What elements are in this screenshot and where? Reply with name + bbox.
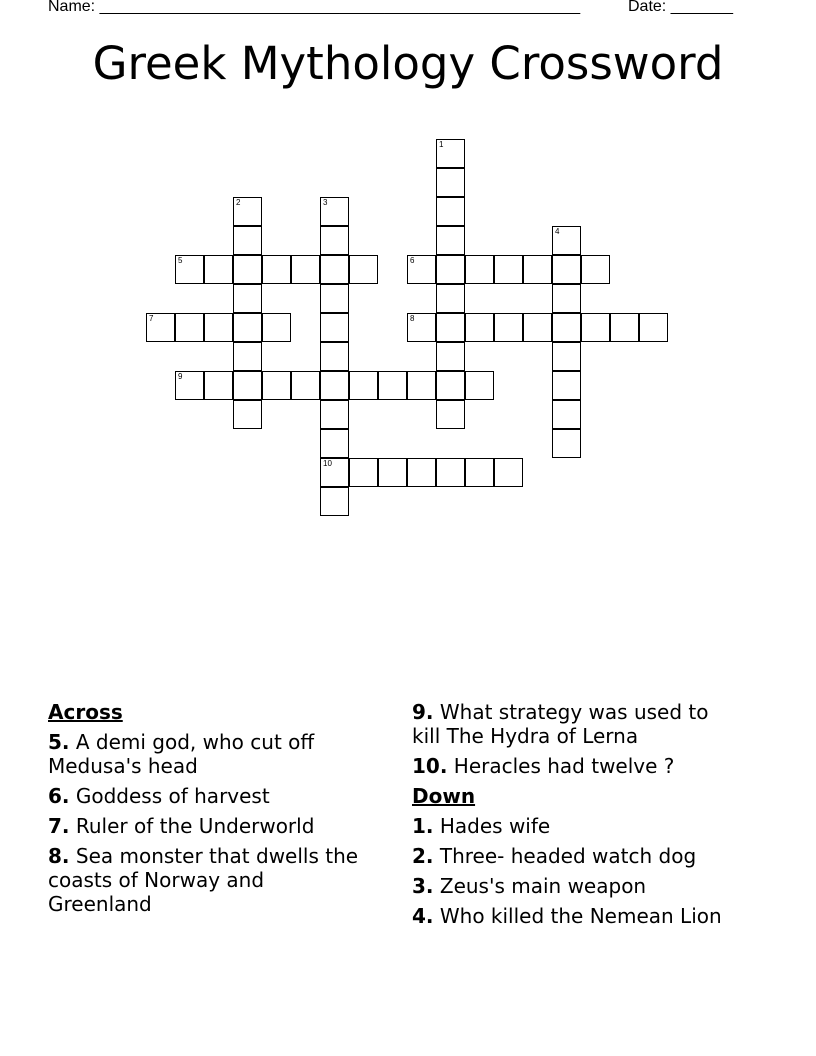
clue-across-10 xyxy=(412,754,732,778)
name-field-label[interactable]: Name: ______________________________________________________ xyxy=(48,0,581,15)
crossword-cell[interactable] xyxy=(320,313,349,342)
crossword-cell[interactable] xyxy=(465,458,494,487)
crossword-cell[interactable] xyxy=(523,255,552,284)
clues-column-left xyxy=(48,700,368,922)
clue-text: Goddess of harvest xyxy=(69,784,270,808)
crossword-cell[interactable] xyxy=(436,284,465,313)
crossword-cell[interactable] xyxy=(436,458,465,487)
clue-text: Who killed the Nemean Lion xyxy=(433,904,722,928)
clue-down-1 xyxy=(412,814,732,838)
clue-down-3 xyxy=(412,874,732,898)
crossword-cell[interactable] xyxy=(320,284,349,313)
clue-number: 4. xyxy=(412,904,434,928)
crossword-cell[interactable] xyxy=(552,226,581,255)
crossword-cell[interactable] xyxy=(552,400,581,429)
clue-number: 7. xyxy=(48,814,70,838)
crossword-cell[interactable] xyxy=(233,342,262,371)
crossword-cell[interactable] xyxy=(233,400,262,429)
crossword-cell[interactable] xyxy=(407,371,436,400)
crossword-cell[interactable] xyxy=(262,371,291,400)
clue-text: Zeus's main weapon xyxy=(433,874,647,898)
crossword-cell[interactable] xyxy=(262,255,291,284)
crossword-cell[interactable] xyxy=(436,197,465,226)
crossword-cell[interactable] xyxy=(581,255,610,284)
crossword-cell[interactable] xyxy=(291,255,320,284)
crossword-cell[interactable] xyxy=(320,429,349,458)
crossword-cell[interactable] xyxy=(552,255,581,284)
crossword-cell[interactable] xyxy=(494,313,523,342)
cell-number: 4 xyxy=(555,227,560,236)
crossword-cell[interactable] xyxy=(320,197,349,226)
cell-number: 5 xyxy=(178,256,183,265)
clue-number: 10. xyxy=(412,754,448,778)
clue-text: Three- headed watch dog xyxy=(433,844,697,868)
crossword-cell[interactable] xyxy=(146,313,175,342)
crossword-cell[interactable] xyxy=(378,371,407,400)
cell-number: 6 xyxy=(410,256,415,265)
crossword-cell[interactable] xyxy=(465,255,494,284)
crossword-cell[interactable] xyxy=(320,458,349,487)
clue-down-2 xyxy=(412,844,732,868)
clue-across-9 xyxy=(412,700,732,748)
clue-number: 6. xyxy=(48,784,70,808)
crossword-cell[interactable] xyxy=(291,371,320,400)
crossword-cell[interactable] xyxy=(523,313,552,342)
crossword-cell[interactable] xyxy=(233,313,262,342)
crossword-cell[interactable] xyxy=(175,255,204,284)
crossword-cell[interactable] xyxy=(465,313,494,342)
cell-number: 1 xyxy=(439,140,444,149)
clue-number: 2. xyxy=(412,844,434,868)
cell-number: 2 xyxy=(236,198,241,207)
crossword-cell[interactable] xyxy=(233,255,262,284)
crossword-cell[interactable] xyxy=(407,458,436,487)
crossword-cell[interactable] xyxy=(233,226,262,255)
page-title: Greek Mythology Crossword xyxy=(92,37,724,90)
crossword-cell[interactable] xyxy=(407,313,436,342)
crossword-cell[interactable] xyxy=(262,313,291,342)
crossword-cell[interactable] xyxy=(349,371,378,400)
clue-down-4 xyxy=(412,904,732,928)
crossword-cell[interactable] xyxy=(378,458,407,487)
crossword-cell[interactable] xyxy=(320,400,349,429)
crossword-cell[interactable] xyxy=(175,371,204,400)
crossword-cell[interactable] xyxy=(233,284,262,313)
crossword-cell[interactable] xyxy=(204,371,233,400)
cell-number: 7 xyxy=(149,314,154,323)
crossword-cell[interactable] xyxy=(320,371,349,400)
crossword-cell[interactable] xyxy=(349,255,378,284)
clue-text: Sea monster that dwells the coasts of Norway and Greenland xyxy=(48,844,359,916)
crossword-cell[interactable] xyxy=(436,226,465,255)
crossword-cell[interactable] xyxy=(407,255,436,284)
crossword-cell[interactable] xyxy=(494,255,523,284)
clue-across-6 xyxy=(48,784,368,808)
crossword-cell[interactable] xyxy=(465,371,494,400)
crossword-cell[interactable] xyxy=(320,255,349,284)
clue-number: 9. xyxy=(412,700,434,724)
crossword-cell[interactable] xyxy=(320,487,349,516)
cell-number: 3 xyxy=(323,198,328,207)
clue-number: 1. xyxy=(412,814,434,838)
crossword-cell[interactable] xyxy=(320,342,349,371)
crossword-cell[interactable] xyxy=(436,342,465,371)
crossword-cell[interactable] xyxy=(552,429,581,458)
crossword-cell[interactable] xyxy=(233,371,262,400)
crossword-cell[interactable] xyxy=(204,255,233,284)
cell-number: 9 xyxy=(178,372,183,381)
crossword-cell[interactable] xyxy=(436,371,465,400)
clue-number: 5. xyxy=(48,730,70,754)
clue-across-7 xyxy=(48,814,368,838)
cell-number: 10 xyxy=(323,459,332,468)
date-field-label[interactable]: Date: _______ xyxy=(628,0,733,15)
across-heading: Across xyxy=(48,700,123,724)
crossword-cell[interactable] xyxy=(436,400,465,429)
clue-text: Heracles had twelve ? xyxy=(447,754,675,778)
cell-number: 8 xyxy=(410,314,415,323)
crossword-cell[interactable] xyxy=(552,284,581,313)
crossword-cell[interactable] xyxy=(320,226,349,255)
crossword-cell[interactable] xyxy=(581,313,610,342)
crossword-cell[interactable] xyxy=(436,168,465,197)
crossword-cell[interactable] xyxy=(494,458,523,487)
crossword-cell[interactable] xyxy=(610,313,639,342)
clue-text: Ruler of the Underworld xyxy=(69,814,315,838)
crossword-cell[interactable] xyxy=(436,139,465,168)
clue-number: 3. xyxy=(412,874,434,898)
clue-text: What strategy was used to kill The Hydra of Lerna xyxy=(412,700,709,748)
crossword-cell[interactable] xyxy=(552,371,581,400)
crossword-cell[interactable] xyxy=(552,342,581,371)
crossword-cell[interactable] xyxy=(552,313,581,342)
crossword-cell[interactable] xyxy=(175,313,204,342)
crossword-cell[interactable] xyxy=(436,255,465,284)
crossword-cell[interactable] xyxy=(639,313,668,342)
clue-number: 8. xyxy=(48,844,70,868)
down-heading: Down xyxy=(412,784,476,808)
crossword-cell[interactable] xyxy=(349,458,378,487)
clue-text: Hades wife xyxy=(433,814,551,838)
clue-across-8 xyxy=(48,844,368,916)
clues-column-right xyxy=(412,700,732,934)
clue-text: A demi god, who cut off Medusa's head xyxy=(48,730,315,778)
crossword-cell[interactable] xyxy=(233,197,262,226)
crossword-cell[interactable] xyxy=(204,313,233,342)
clue-across-5 xyxy=(48,730,368,778)
crossword-cell[interactable] xyxy=(436,313,465,342)
